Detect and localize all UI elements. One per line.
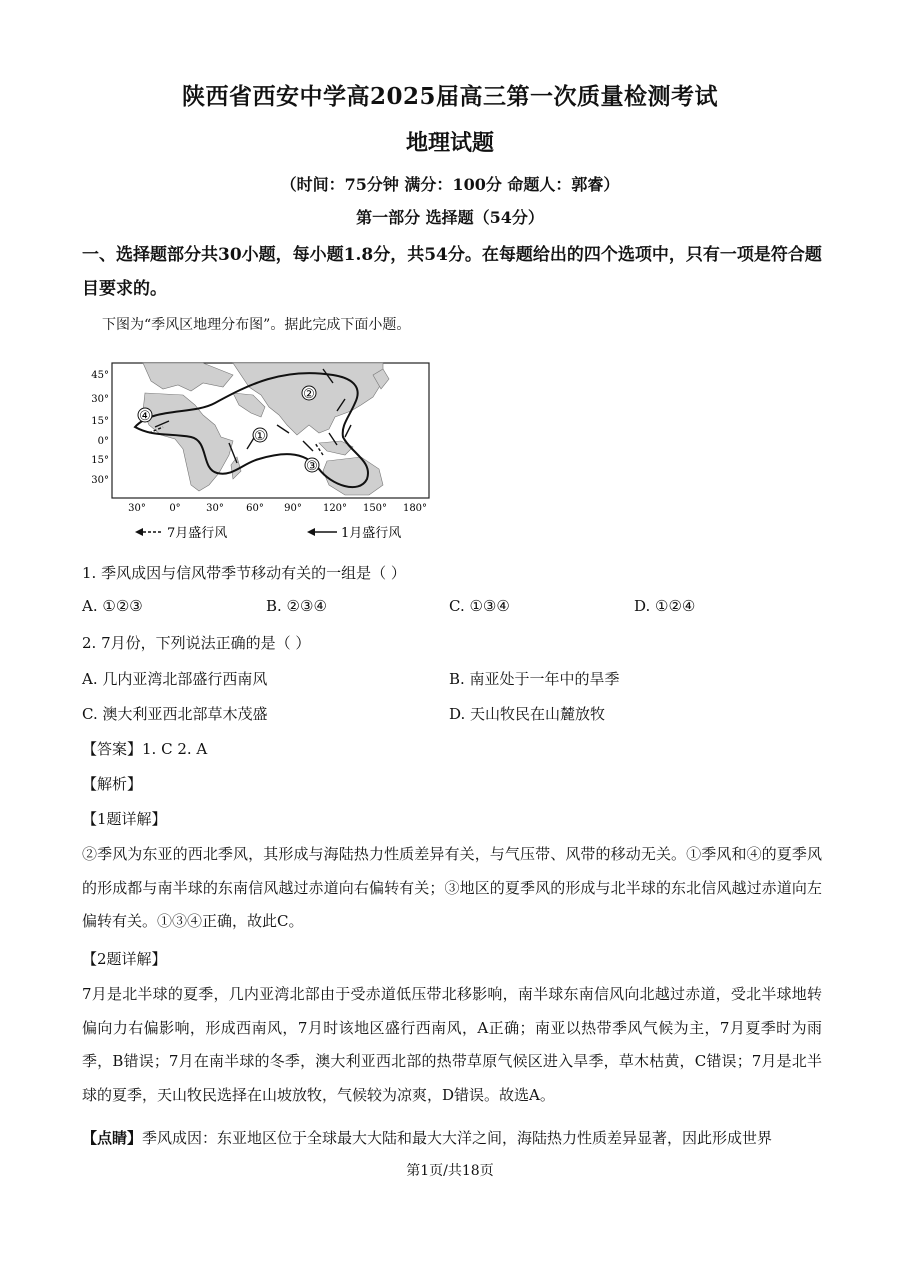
lon-label: 120° bbox=[322, 503, 348, 514]
lon-label: 60° bbox=[246, 503, 264, 514]
q2-option-c: C. 澳大利亚西北部草木茂盛 bbox=[82, 705, 268, 723]
section-instruction: 一、选择题部分共30小题，每小题1.8分，共54分。在每题给出的四个选项中，只有一项是符合题目要求的。 bbox=[82, 245, 822, 299]
q1-option-d: D. ①②④ bbox=[634, 597, 696, 615]
exam-meta: （时间：75分钟 满分：100分 命题人：郭睿） bbox=[280, 175, 620, 194]
question-intro: 下图为“季风区地理分布图”。据此完成下面小题。 bbox=[102, 317, 411, 333]
tip-tag: 【点睛】 bbox=[82, 1129, 143, 1147]
subject-title: 地理试题 bbox=[405, 130, 494, 156]
detail-1-tag: 【1题详解】 bbox=[82, 810, 167, 828]
detail-2-text: 7月是北半球的夏季，几内亚湾北部由于受赤道低压带北移影响，南半球东南信风向北越过赤道，受北半球地转偏向力右偏影响，形成西南风，7月时该地区盛行西南风，A正确；南亚以热带季风气候为主，7月夏季时为雨季，B错误；7月在南半球的冬季，澳大利亚西北部的热带草原气候区进入旱季，草木枯黄，C错误；7月是北半球的夏季，天山牧民选择在山坡放牧，气候较为凉爽，D错误。故选A。 bbox=[82, 985, 822, 1104]
q1-option-c: C. ①③④ bbox=[449, 597, 510, 615]
lat-label: 15° bbox=[91, 455, 109, 466]
part-title: 第一部分 选择题（54分） bbox=[356, 208, 544, 227]
answer-line: 【答案】1. C 2. A bbox=[82, 740, 208, 758]
tip-text: 季风成因：东亚地区位于全球最大大陆和最大大洋之间，海陆热力性质差异显著，因此形成世界 bbox=[142, 1129, 773, 1147]
lat-label: 0° bbox=[97, 436, 109, 447]
lon-label: 150° bbox=[362, 503, 388, 514]
q1-option-a: A. ①②③ bbox=[82, 597, 143, 615]
exam-title: 陕西省西安中学高2025届高三第一次质量检测考试 bbox=[181, 83, 718, 110]
q2-option-b: B. 南亚处于一年中的旱季 bbox=[449, 670, 620, 688]
q2-option-a: A. 几内亚湾北部盛行西南风 bbox=[82, 670, 268, 688]
marker-1: ① bbox=[254, 429, 266, 444]
lat-label: 15° bbox=[91, 416, 109, 427]
lon-label: 90° bbox=[284, 503, 302, 514]
monsoon-map bbox=[83, 345, 435, 545]
analysis-label: 【解析】 bbox=[82, 775, 143, 793]
lat-label: 45° bbox=[91, 370, 109, 381]
lon-label: 30° bbox=[206, 503, 224, 514]
marker-4: ④ bbox=[139, 409, 151, 424]
q2-option-d: D. 天山牧民在山麓放牧 bbox=[449, 705, 606, 723]
lon-label: 30° bbox=[128, 503, 146, 514]
marker-3: ③ bbox=[306, 459, 318, 474]
lon-label: 0° bbox=[169, 503, 181, 514]
detail-1-text: ②季风为东亚的西北季风，其形成与海陆热力性质差异有关，与气压带、风带的移动无关。①季风和④的夏季风的形成都与南半球的东南信风越过赤道向右偏转有关；③地区的夏季风的形成与北半球的东北信风越过赤道向左偏转有关。①③④正确，故此C。 bbox=[82, 845, 822, 930]
page-footer: 第1页/共18页 bbox=[406, 1163, 494, 1179]
question-2-stem: 2. 7月份，下列说法正确的是（ ） bbox=[82, 634, 311, 652]
q1-option-b: B. ②③④ bbox=[266, 597, 327, 615]
legend-jan: 1月盛行风 bbox=[341, 526, 402, 541]
monsoon-map-svg bbox=[83, 345, 435, 545]
marker-2: ② bbox=[303, 387, 315, 402]
lat-label: 30° bbox=[91, 475, 109, 486]
legend-july: 7月盛行风 bbox=[167, 526, 228, 541]
question-1-stem: 1. 季风成因与信风带季节移动有关的一组是（ ） bbox=[82, 564, 406, 582]
lon-label: 180° bbox=[402, 503, 428, 514]
tip-paragraph bbox=[82, 1122, 822, 1156]
lat-label: 30° bbox=[91, 394, 109, 405]
detail-2-tag: 【2题详解】 bbox=[82, 950, 167, 968]
